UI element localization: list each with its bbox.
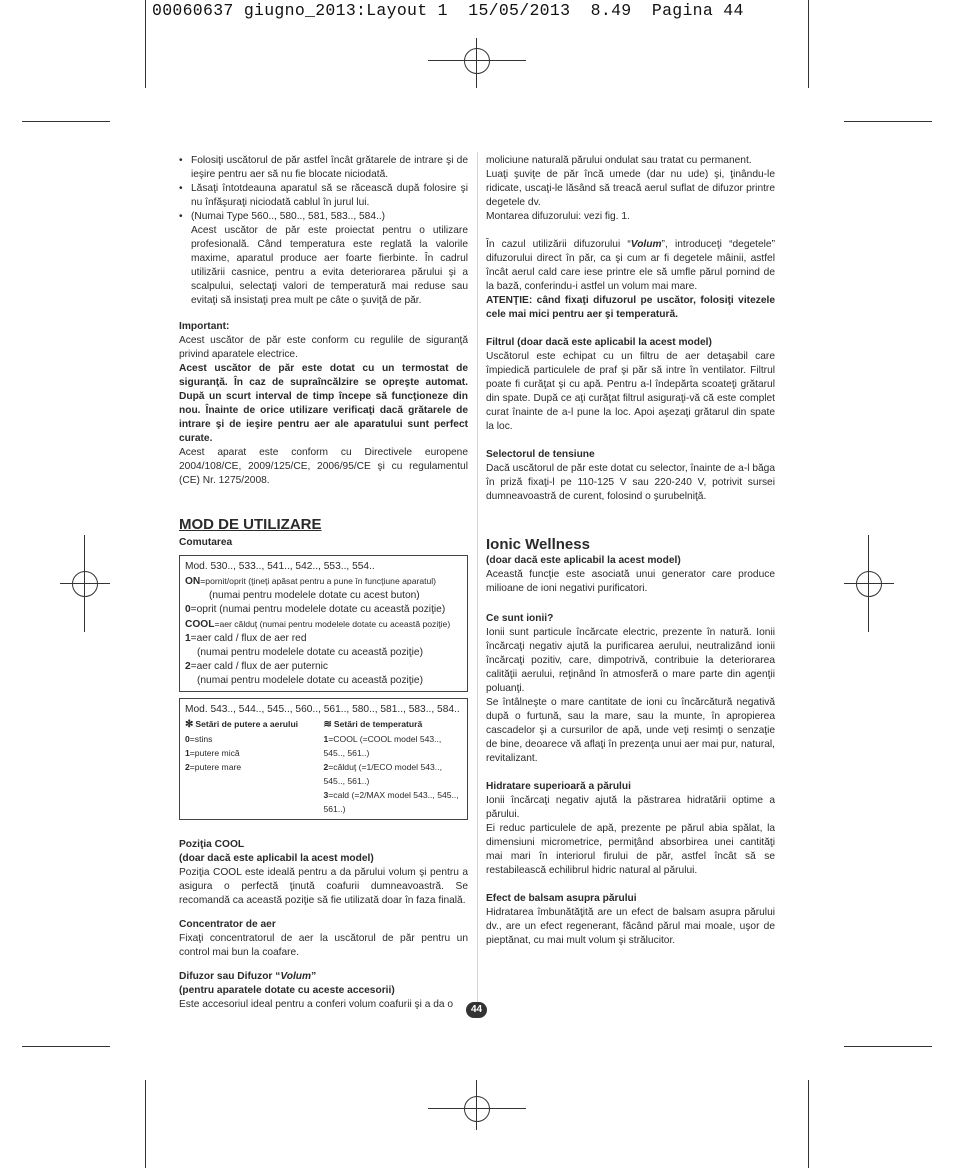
voltage-selector-heading: Selectorul de tensiune xyxy=(486,449,595,460)
switch-table-1 xyxy=(179,555,468,692)
registration-line xyxy=(868,535,869,632)
registration-line xyxy=(844,583,894,584)
attention-note: ATENŢIE: când fixaţi difuzorul pe uscător, folosiţi vitezele cele mai mici pentru aer şi temperatură. xyxy=(486,295,775,320)
setting-row: 2=călduţ (=1/ECO model 543.., 545.., 561..) xyxy=(323,762,442,786)
setting-row: 1=aer cald / flux de aer red xyxy=(185,633,307,644)
setting-row: 1=COOL (=COOL model 543.., 545.., 561..) xyxy=(323,734,442,758)
section-title-mod-de-utilizare: MOD DE UTILIZARE xyxy=(179,516,322,533)
crop-mark xyxy=(22,1046,110,1047)
important-text: Acest uscător de păr este conform cu regulile de siguranţă privind aparatele electrice. xyxy=(179,335,468,360)
concentrator-text: Fixaţi concentratorul de aer la uscătorul de păr pentru un control mai bun la coafare. xyxy=(179,933,468,958)
important-heading: Important: xyxy=(179,321,230,332)
volum-text: În cazul utilizării difuzorului “Volum”, introduceţi “degetele” difuzorului direct în păr, ca şi cum ar fi degetele mâinii, astfel încât aerul cald care iese printre ele să umfle părul pornind de la bază, conferindu-i astfel un volum mai mare. xyxy=(486,239,775,292)
setting-row: 0=stins xyxy=(185,734,213,744)
registration-mark-icon xyxy=(856,571,882,597)
setting-row: 0=oprit (numai pentru modelele dotate cu această poziţie) xyxy=(185,604,446,615)
hydration-heading: Hidratare superioară a părului xyxy=(486,781,631,792)
models-label: Mod. 543.., 544.., 545.., 560.., 561.., 580.., 581.., 583.., 584.. xyxy=(185,704,460,715)
list-item: • Lăsaţi întotdeauna aparatul să se răcească după folosire şi nu înfăşuraţi niciodată cablul în jurul lui. xyxy=(179,183,468,208)
ionic-wellness-title: Ionic Wellness xyxy=(486,536,590,553)
print-slug: 00060637 giugno_2013:Layout 1 15/05/2013 8.49 Pagina 44 xyxy=(152,1,744,20)
crop-mark xyxy=(22,121,110,122)
crop-mark xyxy=(808,1080,809,1168)
directives-text: Acest aparat este conform cu Directivele europene 2004/108/CE, 2009/125/CE, 2006/95/CE şi cu regulamentul (CE) Nr. 1275/2008. xyxy=(179,447,468,486)
crop-mark xyxy=(145,0,146,88)
setting-note: (numai pentru modelele dotate cu această poziţie) xyxy=(197,647,423,658)
setting-row: 2=aer cald / flux de aer puternic xyxy=(185,661,328,672)
ionic-subheading: (doar dacă este aplicabil la acest model) xyxy=(486,555,681,566)
fan-icon: ✻ xyxy=(185,719,194,730)
temperature-settings xyxy=(324,717,463,816)
setting-row: ON=pornit/oprit (ţineţi apăsat pentru a pune în funcţiune aparatul) xyxy=(185,576,437,587)
cool-text: Poziţia COOL este ideală pentru a da părului volum şi pentru a asigura o perfectă ţinută coafurii dumneavoastră. Se recomandă ca această poziţie să fie utilizată doar în faza finală. xyxy=(179,867,468,906)
filter-heading: Filtrul (doar dacă este aplicabil la acest model) xyxy=(486,337,712,348)
ions-text: Ionii sunt particule încărcate electric, prezente în natură. Ionii încărcaţi negativ ajută la purificarea aerului, neutralizând ionii încărcaţi pozitiv, care, dimpotrivă, contribuie la deteriorarea calităţii aerului, reţinând în atmosferă o mare parte din agenţii poluanţi. xyxy=(486,627,775,694)
setting-row: 1=putere mică xyxy=(185,748,240,758)
registration-line xyxy=(476,1080,477,1130)
setting-note: (numai pentru modelele dotate cu acest buton) xyxy=(209,590,420,601)
crop-mark xyxy=(145,1080,146,1168)
comutarea-heading: Comutarea xyxy=(179,537,233,548)
filter-text: Uscătorul este echipat cu un filtru de aer detaşabil care împiedică particulele de praf şi păr să intre în ventilator. Filtrul poate fi curăţat şi cu apă. Pentru a-l îndepărta scoateţi grătarul din spate. După ce aţi curăţat filtrul asiguraţi-vă că este complet curat înainte de a-l pune la loc. Apoi aşezaţi grătarul din spate la loc. xyxy=(486,351,775,432)
diffuser-mounting: Montarea difuzorului: vezi fig. 1. xyxy=(486,211,630,222)
registration-line xyxy=(84,535,85,632)
ionic-text: Această funcţie este asociată unui generator care produce milioane de ioni negativi purificatori. xyxy=(486,569,775,594)
column-divider xyxy=(477,152,478,1002)
concentrator-heading: Concentrator de aer xyxy=(179,919,276,930)
hydration-text-2: Ei reduc particulele de apă, prezente pe părul abia spălat, la dimensiuni micrometrice, permiţând absorbirea unei cantităţi mai mari în interiorul firului de păr, astfel încât să se restabilească echilibrul hidric natural al părului. xyxy=(486,823,775,876)
registration-line xyxy=(428,1108,526,1109)
setting-row: 3=cald (=2/MAX model 543.., 545.., 561..) xyxy=(323,790,459,814)
voltage-selector-text: Dacă uscătorul de păr este dotat cu selector, înainte de a-l băga în priză fixaţi-l pe 110-125 V sau 220-240 V, potrivit sursei dumneavoastră de curent, folosind o şurubelniţă. xyxy=(486,463,775,502)
registration-mark-icon xyxy=(72,571,98,597)
registration-line xyxy=(60,583,110,584)
diffuser-text-cont: moliciune naturală părului ondulat sau tratat cu permanent. xyxy=(486,155,752,166)
setting-note: (numai pentru modelele dotate cu această poziţie) xyxy=(197,675,423,686)
page-number-badge: 44 xyxy=(466,1002,487,1018)
conditioner-heading: Efect de balsam asupra părului xyxy=(486,893,637,904)
settings-grid xyxy=(185,717,462,816)
setting-row: COOL=aer călduţ (numai pentru modelele dotate cu această poziţie) xyxy=(185,619,451,630)
professional-note: Acest uscător de păr este proiectat pentru o utilizare profesională. Când temperatura este reglată la valorile maxime, aparatul produce aer foarte fierbinte. În cadrul utilizării casnice, pentru a evita deteriorarea părului şi a scalpului, selectaţi valori de temperatură mai reduse sau evitaţi să insistaţi prea mult pe câte o şuviţă de păr. xyxy=(191,225,468,306)
diffuser-text: Este accesoriul ideal pentru a conferi volum coafurii şi a da o xyxy=(179,999,454,1010)
cool-heading: Poziţia COOL xyxy=(179,839,245,850)
hydration-text: Ionii încărcaţi negativ ajută la păstrarea hidratării optime a părului. xyxy=(486,795,775,820)
conditioner-text: Hidratarea îmbunătăţită are un efect de balsam asupra părului dv., are un efect regenerant, făcând părul mai moale, uşor de pieptănat, cu mai mult volum şi strălucitor. xyxy=(486,907,775,946)
crop-mark xyxy=(844,121,932,122)
diffuser-heading: Difuzor sau Difuzor “Volum” xyxy=(179,971,317,982)
diffuser-usage: Luaţi şuviţe de păr încă umede (dar nu ude) şi, ţinându-le ridicate, uscaţi-le lăsând să treacă aerul suflat de difuzor printre degetele dv. xyxy=(486,169,775,208)
cool-subheading: (doar dacă este aplicabil la acest model) xyxy=(179,853,374,864)
list-item: • (Numai Type 560.., 580.., 581, 583.., 584..) xyxy=(179,211,386,222)
models-label: Mod. 530.., 533.., 541.., 542.., 553.., 554.. xyxy=(185,561,375,572)
switch-table-2 xyxy=(179,698,468,820)
crop-mark xyxy=(844,1046,932,1047)
setting-row: 2=putere mare xyxy=(185,762,242,772)
ions-heading: Ce sunt ionii? xyxy=(486,613,554,624)
crop-mark xyxy=(808,0,809,88)
power-heading: ✻ Setări de putere a aerului xyxy=(185,719,299,730)
registration-line xyxy=(428,60,526,61)
left-column xyxy=(179,154,468,1012)
heat-icon: ≋ xyxy=(323,719,332,730)
temperature-heading: ≋ Setări de temperatură xyxy=(323,719,423,730)
registration-mark-icon xyxy=(464,48,490,74)
ions-text-2: Se întâlneşte o mare cantitate de ioni cu încărcătură negativă după o furtună, sau la mare, sau la munte, în apropierea cascadelor şi a cursurilor de apă, unde veţi resimţi o senzaţie de bine, deoarece vă aflaţi în prezenţa unui aer mai pur, natural, revitalizant. xyxy=(486,697,775,764)
list-item: • Folosiţi uscătorul de păr astfel încât grătarele de intrare şi de ieşire pentru aer să nu fie blocate niciodată. xyxy=(179,155,468,180)
power-settings xyxy=(185,717,324,816)
registration-mark-icon xyxy=(464,1096,490,1122)
diffuser-subheading: (pentru aparatele dotate cu aceste accesorii) xyxy=(179,985,395,996)
thermostat-warning: Acest uscător de păr este dotat cu un termostat de siguranţă. În caz de supraîncălzire se opreşte automat. După un scurt interval de timp începe să funcţioneze din nou. Înainte de orice utilizare verificaţi dacă grătarele de intrare şi de ieşire pentru aer ale aparatului sunt perfect curate. xyxy=(179,363,468,444)
registration-line xyxy=(476,38,477,88)
right-column xyxy=(486,154,775,948)
